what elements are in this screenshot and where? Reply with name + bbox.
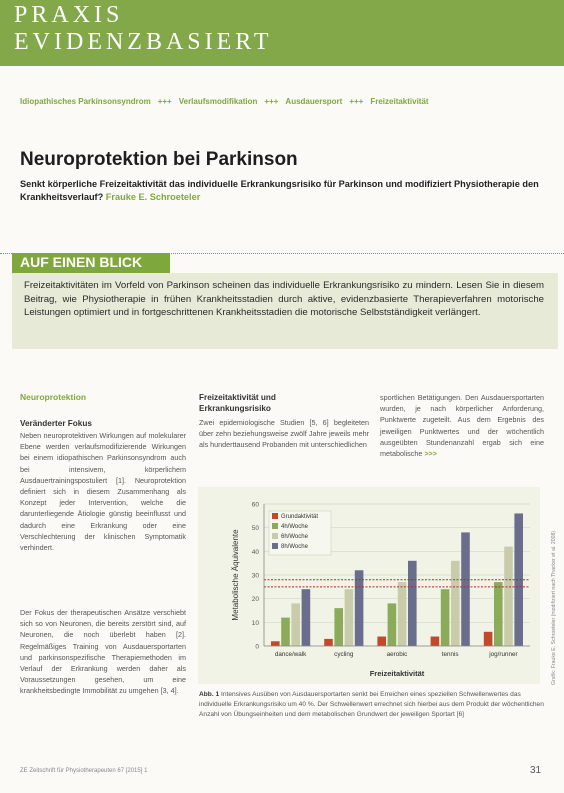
y-tick-label: 0 — [255, 643, 259, 651]
x-axis-label: Freizeitaktivität — [369, 669, 425, 678]
legend-swatch — [272, 533, 278, 539]
x-tick-label: dance/walk — [274, 651, 307, 658]
bar — [398, 582, 407, 646]
caption-label: Abb. 1 — [199, 691, 220, 698]
bar — [324, 639, 333, 646]
breadcrumb-item: Ausdauersport — [285, 97, 343, 106]
continue-marker: >>> — [424, 449, 437, 459]
glance-text: Freizeitaktivitäten im Vorfeld von Parkinson scheinen das individuelle Erkrankungsrisiko zu mindern. Lesen Sie in diesem Beitrag, wie Physiotherapie in frühen Krankheitsstadien durch aktive, evidenzbasierte Therapieverfahren motorische Leistungen optimiert und in fortgeschrittenen Krankheitsstadien die motorische Selbstständigkeit verlängert. — [24, 280, 544, 319]
section-title-line2: EVIDENZBASIERT — [14, 29, 273, 55]
legend-label: 4h/Woche — [281, 524, 308, 530]
x-tick-label: cycling — [334, 651, 354, 658]
y-axis-label: Metabolische Äquivalente — [231, 529, 240, 621]
bar — [355, 570, 364, 646]
caption-text: Intensives Ausüben von Ausdauersportarten senkt bei Erreichen eines speziellen Schwellenwertes das individuelle Erkrankungsrisiko um 40 %. Der Schwellenwert errechnet sich hierbei aus dem Produkt der wöchentlichen Anzahl von Übungseinheiten und dem metabolischen Grundwert der jeweiligen Sportart [6] — [199, 691, 544, 718]
figure-caption — [199, 690, 544, 720]
column1-paragraph: Neben neuroprotektiven Wirkungen auf molekularer Ebene werden verlaufsmodifizierende Wirkungen bei einem idiopathischen Parkinsonsyndrom auch bei intensivem, körperlichem Ausdauertrainingspostuliert [1]. Neuroprotektion definiert sich in diesem Zusammenhang als Konzept jeder Intervention, welche die darunterliegende Ätiologie günstig beeinflusst und dadurch eine Erkrankung oder eine Verschlechterung der klinischen Symptomatik verhindert. — [20, 431, 186, 553]
x-tick-label: tennis — [441, 651, 459, 658]
article-subtitle-text: Senkt körperliche Freizeitaktivität das individuelle Erkrankungsrisiko für Parkinson und modifiziert Physiotherapie den Krankheitsverlauf? — [20, 179, 539, 202]
bar — [302, 589, 311, 646]
bar — [388, 603, 397, 646]
bar — [484, 632, 493, 646]
legend-label: Grundaktivität — [281, 514, 319, 520]
bar — [461, 532, 470, 646]
bar — [408, 561, 417, 646]
figure-credit: Grafik: Frauke E. Schroeteler (modifiziert nach Thacker et al. 2008) — [551, 530, 557, 685]
article-subtitle — [20, 178, 550, 204]
column-subheading: Veränderter Fokus — [20, 419, 92, 428]
column3-text: sportlichen Betätigungen. Den Ausdauersportarten wurden, je nach körperlicher Anforderung, Punktwerte zugeteilt. Aus dem Ergebnis des jeweiligen Punktwertes und der wöchentlich ausgeübten Stundenanzahl ergab sich eine metabolische — [380, 393, 544, 459]
bar — [514, 513, 523, 646]
bar — [377, 637, 386, 646]
bar — [504, 547, 513, 646]
x-tick-label: jog/runner — [489, 651, 518, 658]
breadcrumb-separator: +++ — [349, 97, 364, 106]
breadcrumb-item: Freizeitaktivität — [370, 97, 429, 106]
breadcrumb-separator: +++ — [264, 97, 279, 106]
column2-paragraph: Zwei epidemiologische Studien [5, 6] begleiteten über zehn beziehungsweise zwölf Jahre jeweils mehr als hunderttausend Probanden mit unterschiedlichen — [199, 418, 369, 450]
section-heading: Neuroprotektion — [20, 392, 87, 402]
article-author: Frauke E. Schroeteler — [105, 192, 201, 202]
x-tick-label: aerobic — [386, 651, 408, 658]
bar — [334, 608, 343, 646]
breadcrumb-separator: +++ — [157, 97, 172, 106]
legend-label: 6h/Woche — [281, 534, 308, 540]
breadcrumb-item: Idiopathisches Parkinsonsyndrom — [20, 97, 151, 106]
chart-reference-lines — [264, 580, 530, 587]
section-title-line1: PRAXIS — [14, 2, 124, 28]
bar — [281, 618, 290, 646]
y-tick-label: 40 — [251, 548, 259, 556]
y-tick-label: 20 — [251, 596, 259, 604]
bar — [291, 603, 300, 646]
bar — [345, 589, 354, 646]
page-number: 31 — [530, 765, 542, 776]
bar — [494, 582, 503, 646]
glance-heading: AUF EINEN BLICK — [20, 254, 143, 270]
legend-swatch — [272, 523, 278, 529]
bar — [441, 589, 450, 646]
bar — [431, 637, 440, 646]
column-heading: Freizeitaktivität und Erkrankungsrisiko — [199, 393, 276, 413]
legend-label: 8h/Woche — [281, 544, 308, 550]
footer-journal: ZE Zeitschrift für Physiotherapeuten 67 [2015] 1 — [20, 768, 148, 774]
column3-paragraph — [380, 392, 544, 459]
column1-paragraph-2: Der Fokus der therapeutischen Ansätze verschiebt sich so von Neuronen, die bereits zerstört sind, auf Neuronen, die noch überlebt haben [2]. Regelmäßiges Training von Ausdauersportarten und parkinsonspezifische Therapiemethoden im Verlauf der Erkrankung werden daher als Voraussetzungen gesehen, um eine krankheitsbedingte Immobilität zu umgehen [3, 4]. — [20, 608, 186, 696]
chart-legend — [269, 511, 331, 555]
breadcrumb-item: Verlaufsmodifikation — [178, 97, 258, 106]
bar — [271, 641, 280, 646]
article-title: Neuroprotektion bei Parkinson — [20, 149, 298, 170]
y-tick-label: 10 — [251, 619, 259, 627]
legend-swatch — [272, 543, 278, 549]
bar-chart — [198, 487, 540, 684]
legend-swatch — [272, 513, 278, 519]
breadcrumb — [20, 97, 560, 106]
bar — [451, 561, 460, 646]
section-title — [14, 2, 273, 56]
y-tick-label: 50 — [251, 525, 259, 533]
y-tick-label: 30 — [251, 572, 259, 580]
y-tick-label: 60 — [251, 501, 259, 509]
